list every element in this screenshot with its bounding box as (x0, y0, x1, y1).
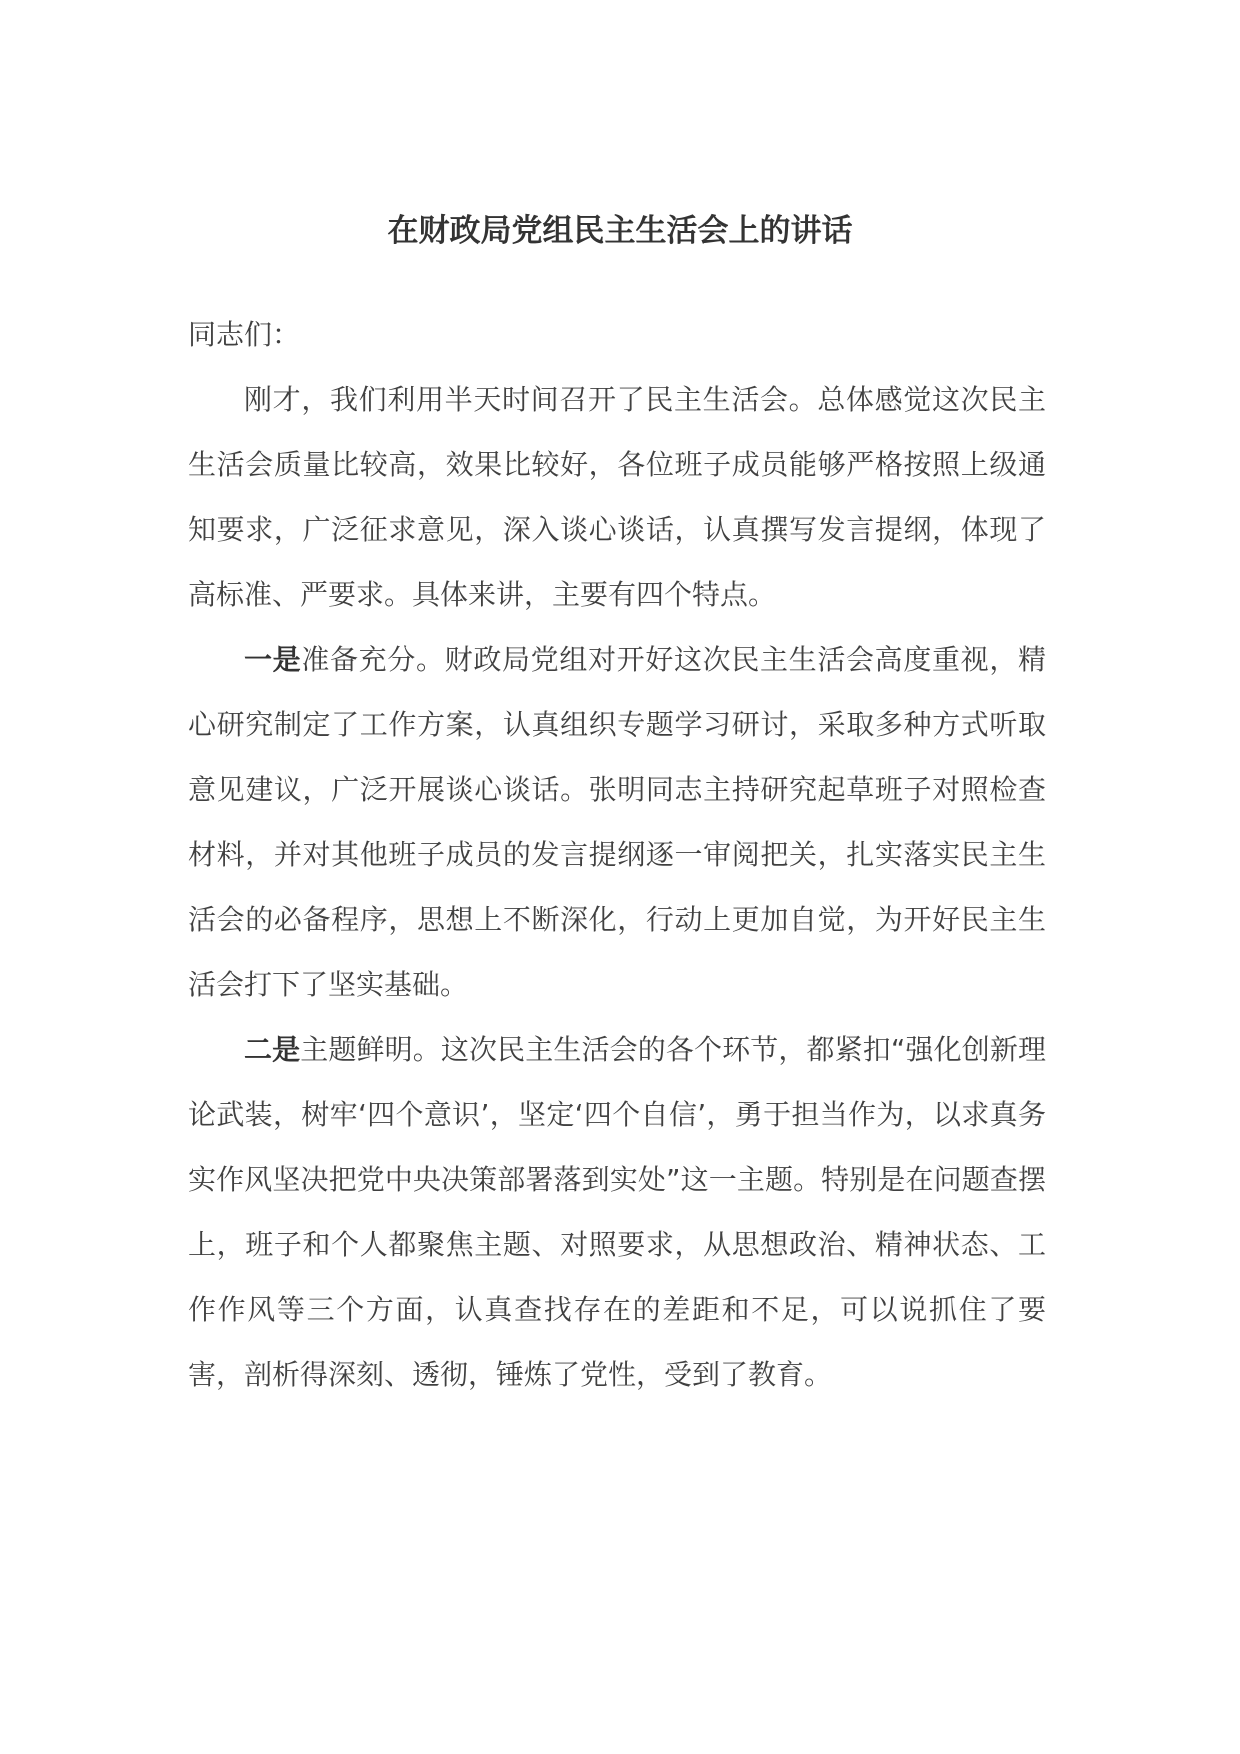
paragraph-text: 刚才，我们利用半天时间召开了民主生活会。总体感觉这次民主生活会质量比较高，效果比较好，各位班子成员能够严格按照上级通知要求，广泛征求意见，深入谈心谈话，认真撰写发言提纲，体现了高标准、严要求。具体来讲，主要有四个特点。 (188, 383, 1046, 611)
document-title: 在财政局党组民主生活会上的讲话 (387, 213, 853, 249)
paragraph-point-two (188, 1017, 1046, 1407)
greeting: 同志们： (188, 318, 301, 351)
paragraph-text: 准备充分。财政局党组对开好这次民主生活会高度重视，精心研究制定了工作方案，认真组织专题学习研讨，采取多种方式听取意见建议，广泛开展谈心谈话。张明同志主持研究起草班子对照检查材料，并对其他班子成员的发言提纲逐一审阅把关，扎实落实民主生活会的必备程序，思想上不断深化，行动上更加自觉，为开好民主生活会打下了坚实基础。 (188, 643, 1046, 1001)
paragraph-lead: 二是 (244, 1033, 301, 1066)
paragraph-text: 主题鲜明。这次民主生活会的各个环节，都紧扣“强化创新理论武装，树牢‘四个意识’，坚定‘四个自信’，勇于担当作为，以求真务实作风坚决把党中央决策部署落到实处”这一主题。特别是在问题查摆上，班子和个人都聚焦主题、对照要求，从思想政治、精神状态、工作作风等三个方面，认真查找存在的差距和不足，可以说抓住了要害，剖析得深刻、透彻，锤炼了党性，受到了教育。 (188, 1033, 1046, 1391)
paragraph-lead: 一是 (244, 643, 302, 676)
paragraph-point-one (188, 627, 1046, 1017)
document-body (188, 302, 1046, 1407)
paragraph-intro (188, 367, 1046, 627)
